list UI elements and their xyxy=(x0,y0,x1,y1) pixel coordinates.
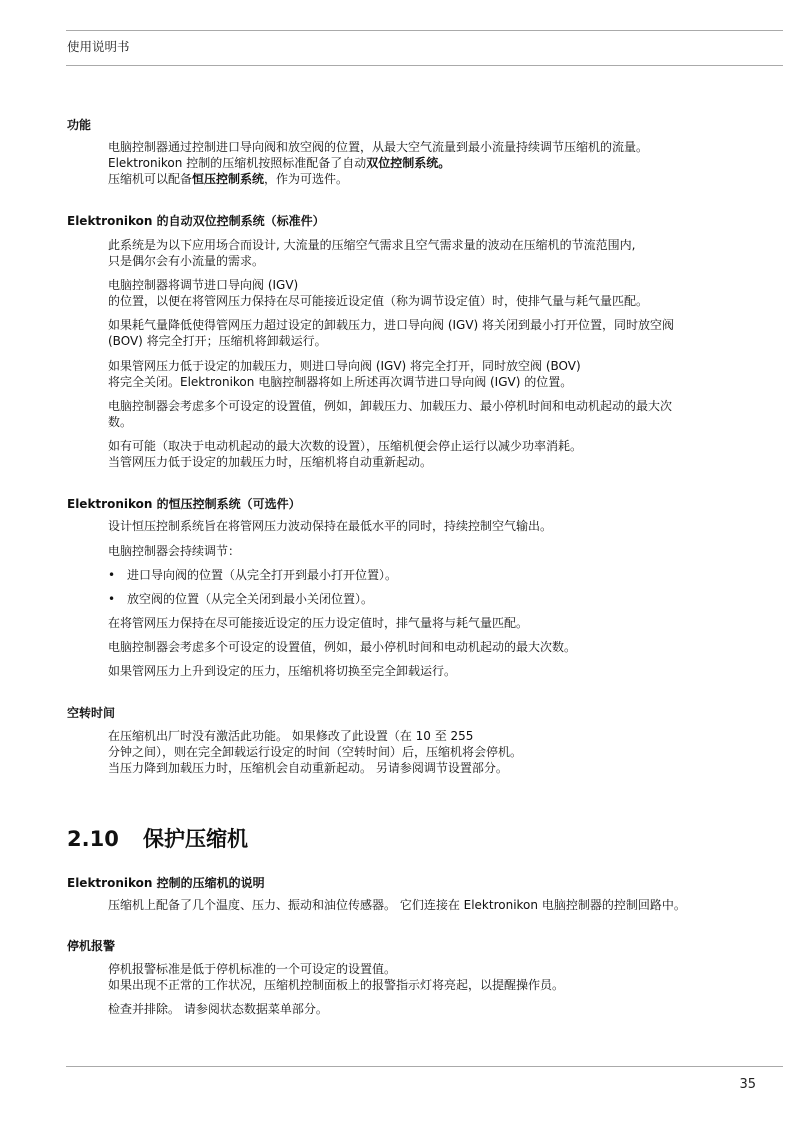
footer-rule xyxy=(66,1066,783,1067)
function-line-3 xyxy=(108,171,758,187)
alarm-line-3: 检查并排除。 请参阅状态数据菜单部分。 xyxy=(108,1002,328,1016)
section-heading-shutdown-alarm: 停机报警 xyxy=(67,939,116,953)
dual-p6-line-2: 当管网压力低于设定的加载压力时，压缩机将自动重新起动。 xyxy=(108,455,433,469)
section-heading-dual-control: Elektronikon 的自动双位控制系统（标准件） xyxy=(67,214,325,228)
idle-line-1: 在压缩机出厂时没有激活此功能。 如果修改了此设置（在 10 至 255 xyxy=(108,729,474,743)
chapter-heading xyxy=(67,823,248,853)
function-line-3-tail: ，作为可选件。 xyxy=(264,172,349,186)
dual-p3-line-2: (BOV) 将完全打开；压缩机将卸载运行。 xyxy=(108,334,327,348)
const-bullet-2 xyxy=(108,591,373,607)
const-bullet-1-text: 进口导向阀的位置（从完全打开到最小打开位置）。 xyxy=(127,568,398,582)
dual-p1-line-1: 此系统是为以下应用场合而设计, 大流量的压缩空气需求且空气需求量的波动在压缩机的节流范围内, xyxy=(108,238,636,252)
header-bottom-rule xyxy=(66,65,783,66)
description-line-1: 压缩机上配备了几个温度、压力、振动和油位传感器。 它们连接在 Elektronikon 电脑控制器的控制回路中。 xyxy=(108,898,686,912)
bullet-marker: • xyxy=(108,568,116,582)
alarm-line-2: 如果出现不正常的工作状况，压缩机控制面板上的报警指示灯将亮起，以提醒操作员。 xyxy=(108,978,565,992)
function-line-3-text: 压缩机可以配备 xyxy=(108,172,193,186)
function-line-2 xyxy=(108,155,758,171)
dual-p5-line-1: 电脑控制器会考虑多个可设定的设置值，例如，卸载压力、加载压力、最小停机时间和电动机起动的最大次 xyxy=(108,399,673,413)
dual-p4-line-2: 将完全关闭。Elektronikon 电脑控制器将如上所述再次调节进口导向阀 (IGV) 的位置。 xyxy=(108,375,573,389)
const-p3: 在将管网压力保持在尽可能接近设定的压力设定值时，排气量将与耗气量匹配。 xyxy=(108,616,529,630)
function-line-1: 电脑控制器通过控制进口导向阀和放空阀的位置，从最大空气流量到最小流量持续调节压缩机的流量。 xyxy=(108,140,649,154)
idle-line-3: 当压力降到加载压力时，压缩机会自动重新起动。 另请参阅调节设置部分。 xyxy=(108,761,508,775)
const-bullet-2-text: 放空阀的位置（从完全关闭到最小关闭位置）。 xyxy=(127,592,374,606)
page-number: 35 xyxy=(739,1077,756,1092)
const-p5: 如果管网压力上升到设定的压力，压缩机将切换至完全卸载运行。 xyxy=(108,664,457,678)
section-heading-function: 功能 xyxy=(67,118,92,132)
header-top-rule xyxy=(66,30,783,31)
section-heading-description: Elektronikon 控制的压缩机的说明 xyxy=(67,876,265,890)
dual-p1-line-2: 只是偶尔会有小流量的需求。 xyxy=(108,254,265,268)
dual-p2-line-1: 电脑控制器将调节进口导向阀 (IGV) xyxy=(108,278,299,292)
chapter-title: 保护压缩机 xyxy=(143,827,248,851)
idle-line-2: 分钟之间），则在完全卸载运行设定的时间（空转时间）后，压缩机将会停机。 xyxy=(108,745,523,759)
section-heading-idle-time: 空转时间 xyxy=(67,706,116,720)
alarm-line-1: 停机报警标准是低于停机标准的一个可设定的设置值。 xyxy=(108,962,397,976)
dual-p4-line-1: 如果管网压力低于设定的加载压力，则进口导向阀 (IGV) 将完全打开，同时放空阀 (BOV) xyxy=(108,359,581,373)
function-line-2-text: Elektronikon 控制的压缩机按照标准配备了自动 xyxy=(108,156,367,170)
const-p1: 设计恒压控制系统旨在将管网压力波动保持在最低水平的同时，持续控制空气输出。 xyxy=(108,519,553,533)
const-bullet-1 xyxy=(108,567,397,583)
bullet-marker: • xyxy=(108,592,116,606)
dual-p5-line-2: 数。 xyxy=(108,415,133,429)
dual-p2-line-2: 的位置，以便在将管网压力保持在尽可能接近设定值（称为调节设定值）时，使排气量与耗气量匹配。 xyxy=(108,294,649,308)
dual-p6-line-1: 如有可能（取决于电动机起动的最大次数的设置），压缩机便会停止运行以减少功率消耗。 xyxy=(108,439,583,453)
function-line-2-bold: 双位控制系统。 xyxy=(366,156,451,170)
section-heading-constant-pressure: Elektronikon 的恒压控制系统（可选件） xyxy=(67,497,301,511)
const-p4: 电脑控制器会考虑多个可设定的设置值，例如，最小停机时间和电动机起动的最大次数。 xyxy=(108,640,577,654)
const-p2: 电脑控制器会持续调节： xyxy=(108,544,241,558)
dual-p3-line-1: 如果耗气量降低使得管网压力超过设定的卸载压力，进口导向阀 (IGV) 将关闭到最小打开位置，同时放空阀 xyxy=(108,318,675,332)
chapter-number: 2.10 xyxy=(67,827,119,851)
function-line-3-bold: 恒压控制系统 xyxy=(192,172,265,186)
document-title: 使用说明书 xyxy=(67,39,130,54)
